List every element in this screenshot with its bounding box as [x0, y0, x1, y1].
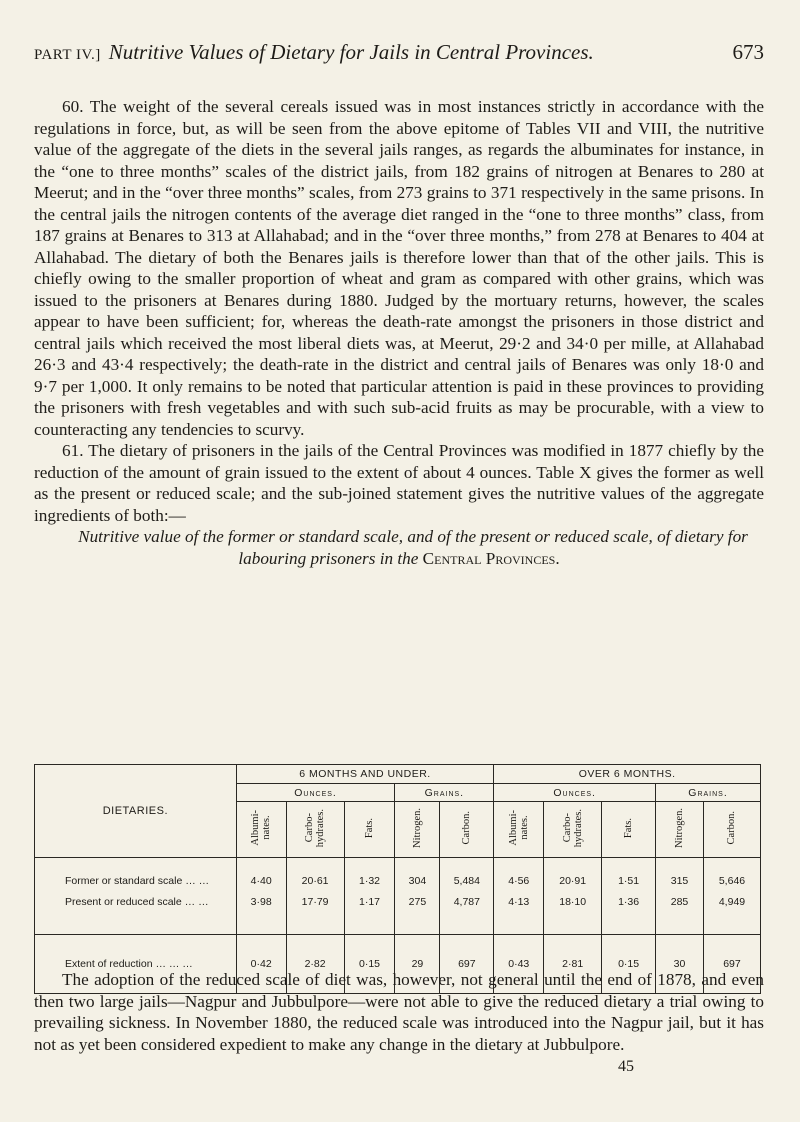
table-cell: 5,484 — [440, 858, 494, 889]
table-cell: 5,646 — [703, 858, 760, 889]
table-cell: 697 — [703, 935, 760, 994]
closing-paragraph: The adoption of the reduced scale of diet was, however, not general until the end of 1878, and even then two large jails—Nagpur and Jubbulpore—were not able to give the reduced dietary a trial owing to prevailing sickness. In November 1880, the reduced scale was introduced into the Nagpur jail, but it has not as yet been considered expedient to make any change in the dietary at Jubbulpore. — [34, 970, 764, 1054]
signature-mark: 45 — [618, 1058, 634, 1075]
table-cell: 2·81 — [544, 935, 602, 994]
table-cell: 4,787 — [440, 888, 494, 935]
table-cell: 4·13 — [494, 888, 544, 935]
table-cell: 17·79 — [286, 888, 344, 935]
table-cell: 4·40 — [236, 858, 286, 889]
column-header: Carbon. — [703, 802, 760, 858]
table-cell: 285 — [656, 888, 704, 935]
column-header: Albumi- nates. — [236, 802, 286, 858]
table-cell: 0·15 — [602, 935, 656, 994]
column-header: Carbo- hydrates. — [544, 802, 602, 858]
caption-place: Central Provinces. — [422, 548, 560, 568]
table-cell: 3·98 — [236, 888, 286, 935]
column-header: Carbo- hydrates. — [286, 802, 344, 858]
table-row — [35, 888, 761, 935]
column-header: Fats. — [602, 802, 656, 858]
table-cell: 20·61 — [286, 858, 344, 889]
caption-text: Nutritive value of the former or standard scale, and of the present or reduced scale, of dietary for labouring prisoners in the — [78, 527, 748, 568]
table-cell: 1·36 — [602, 888, 656, 935]
table-cell: 30 — [656, 935, 704, 994]
table-cell: 0·15 — [344, 935, 395, 994]
subgroup-grains: Grains. — [395, 784, 494, 802]
table-cell: 697 — [440, 935, 494, 994]
paragraph-60: 60. The weight of the several cereals issued was in most instances strictly in accordance with the regulations in force, but, as will be seen from the above epitome of Tables VII and VIII, the nutritive value of the aggregate of the diets in the several jails ranges, as regards the albuminates for instance, in the “one to three months” scales of the district jails, from 182 grains of nitrogen at Benares to 280 at Meerut; and in the “over three months” scales, from 273 grains to 371 respectively in the same prisons. In the central jails the nitrogen contents of the average diet ranged in the “one to three months” class, from 187 grains at Benares to 313 at Allahabad; and in the “over three months,” from 278 at Benares to 404 at Allahabad. The dietary of both the Benares jails is therefore lower than that of the other jails. This is chiefly owing to the smaller proportion of wheat and gram as compared with other grains, which was issued to the prisoners at Benares during 1880. Judged by the mortuary returns, however, the scales appear to have been sufficient; for, whereas the death-rate amongst the prisoners in those district and central jails which received the most liberal diets was, at Meerut, 29·2 and 34·0 per mille, at Allahabad 26·3 and 43·4 respectively; the death-rate in the district and central jails of Benares was only 18·0 and 9·7 per 1,000. It only remains to be noted that particular attention is paid in these provinces to providing the prisoners with fresh vegetables and with such sub-acid fruits as may be procurable, with a view to counteracting any tendencies to scurvy. — [34, 97, 764, 439]
table-row — [35, 858, 761, 889]
table-cell: 2·82 — [286, 935, 344, 994]
table-cell: 315 — [656, 858, 704, 889]
table-cell: 29 — [395, 935, 440, 994]
column-header: Fats. — [344, 802, 395, 858]
nutritive-value-table — [34, 764, 761, 994]
row-label: Former or standard scale … … — [35, 858, 237, 889]
column-header: Nitrogen. — [656, 802, 704, 858]
paragraph-61: 61. The dietary of prisoners in the jails of the Central Provinces was modified in 1877 chiefly by the reduction of the amount of grain issued to the extent of about 4 ounces. Table X gives the former as well as the present or reduced scale; and the sub-joined statement gives the nutritive values of the aggregate ingredients of both:— — [34, 441, 764, 525]
part-label: PART IV.] — [34, 47, 101, 63]
table-cell: 275 — [395, 888, 440, 935]
table-cell: 0·42 — [236, 935, 286, 994]
row-label: Present or reduced scale … … — [35, 888, 237, 935]
dietaries-header: DIETARIES. — [35, 765, 237, 858]
table-cell: 20·91 — [544, 858, 602, 889]
table-cell: 4,949 — [703, 888, 760, 935]
group-header-6-months: 6 MONTHS AND UNDER. — [236, 765, 494, 784]
closing-text — [34, 969, 764, 1055]
running-header — [34, 40, 764, 65]
subgroup-grains: Grains. — [656, 784, 761, 802]
table-cell: 1·51 — [602, 858, 656, 889]
table-cell: 304 — [395, 858, 440, 889]
table-caption — [34, 526, 764, 569]
row-label: Extent of reduction … … … — [35, 935, 237, 994]
subgroup-ounces: Ounces. — [494, 784, 656, 802]
group-header-over-6-months: OVER 6 MONTHS. — [494, 765, 761, 784]
table-cell: 1·32 — [344, 858, 395, 889]
body-text — [34, 96, 764, 569]
table-cell: 4·56 — [494, 858, 544, 889]
page-number: 673 — [732, 40, 764, 64]
table-cell: 18·10 — [544, 888, 602, 935]
subgroup-ounces: Ounces. — [236, 784, 395, 802]
running-title: Nutritive Values of Dietary for Jails in Central Provinces. — [108, 40, 594, 64]
column-header: Nitrogen. — [395, 802, 440, 858]
column-header: Albumi- nates. — [494, 802, 544, 858]
table-cell: 0·43 — [494, 935, 544, 994]
table-cell: 1·17 — [344, 888, 395, 935]
column-header: Carbon. — [440, 802, 494, 858]
